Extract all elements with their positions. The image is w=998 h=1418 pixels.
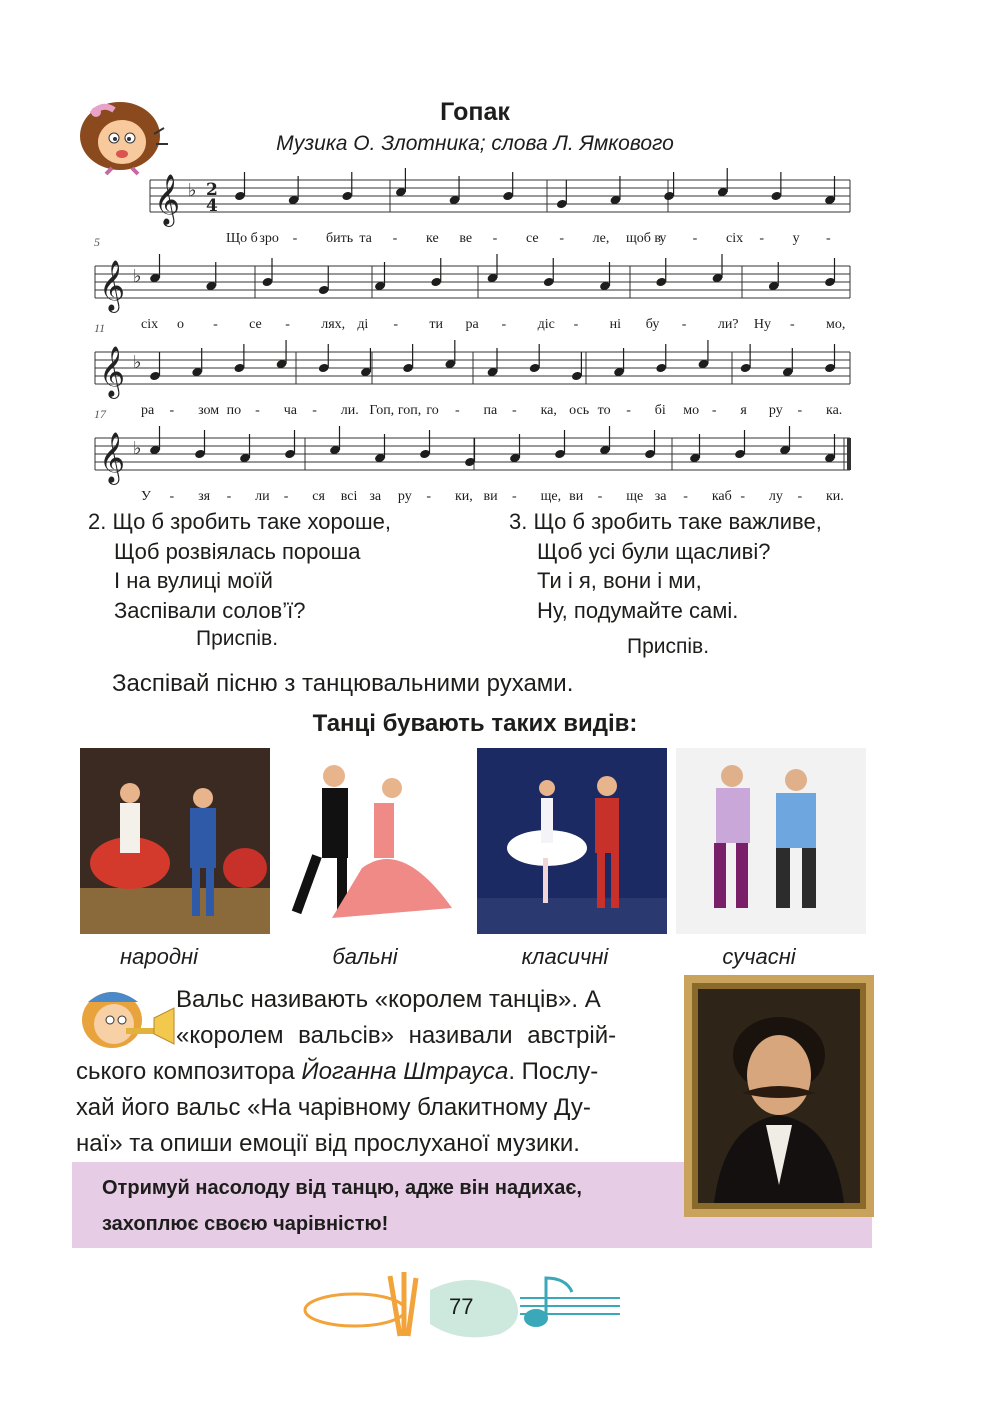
lyric-syllable: ли? — [717, 317, 739, 332]
lyric-syllable: то — [597, 403, 611, 418]
lyric-syllable: ле, — [592, 231, 610, 246]
lyric-syllable: лу — [768, 489, 783, 504]
lyric-syllable: ось — [569, 403, 590, 418]
time-signature-bottom: 4 — [206, 196, 218, 216]
refrain-label: Приспів. — [627, 635, 710, 658]
lyric-syllable: ся — [312, 489, 325, 504]
page-number: 77 — [449, 1294, 474, 1319]
verse-3 — [509, 507, 822, 625]
highlight-line: Отримуй насолоду від танцю, адже він надихає, — [102, 1177, 582, 1199]
lyric-syllable: зя — [198, 489, 211, 504]
lyric-syllable: за — [369, 489, 382, 504]
instruction: Заспівай пісню з танцювальними рухами. — [112, 670, 574, 697]
paragraph-line: «королем вальсів» називали австрій- — [176, 1022, 617, 1049]
treble-clef: 𝄞 — [99, 346, 126, 397]
lyric-syllable: у — [659, 231, 667, 246]
lyric-syllable: - — [512, 403, 517, 418]
music-score — [0, 160, 998, 505]
final-barline — [847, 438, 851, 470]
lyric-syllable: - — [492, 231, 498, 246]
lyric-syllable: ді — [357, 317, 369, 332]
lyric-syllable: - — [626, 403, 631, 418]
lyric-syllable: бу — [645, 317, 660, 332]
lyric-syllable: я — [740, 403, 747, 418]
song-title: Гопак — [440, 98, 510, 126]
lyric-syllable: ка, — [540, 403, 557, 418]
lyric-syllable: за — [654, 489, 667, 504]
lyric-syllable: мо — [683, 403, 700, 418]
time-signature-top: 2 — [206, 180, 218, 200]
paragraph-line — [76, 1054, 672, 1090]
paragraph-line: хай його вальс «На чарівному блакитному Ду- — [76, 1094, 591, 1121]
lyric-syllable: у — [792, 231, 800, 246]
lyric-syllable: Гоп, — [369, 403, 395, 418]
lyric-syllable: - — [292, 231, 298, 246]
lyric-syllable: сіх — [141, 317, 159, 332]
verse-line: Щоб усі були щасливі? — [537, 538, 771, 564]
dance-type-label: класичні — [521, 944, 609, 969]
verse-line: Ну, подумайте самі. — [537, 597, 739, 623]
lyric-syllable: ча — [283, 403, 297, 418]
lyric-syllable: се — [526, 231, 539, 246]
lyric-syllable: - — [740, 489, 746, 504]
lyric-syllable: ка. — [826, 403, 843, 418]
key-signature-flat: ♭ — [133, 266, 142, 287]
lyric-syllable: - — [169, 489, 175, 504]
lyric-syllable: сіх — [726, 231, 744, 246]
lyric-syllable: ще, — [540, 489, 562, 504]
measure-number: 17 — [94, 407, 106, 421]
lyric-syllable: - — [255, 403, 260, 418]
lyric-syllable: ра — [465, 317, 479, 332]
lyric-syllable: лях, — [321, 317, 346, 332]
treble-clef: 𝄞 — [99, 260, 126, 311]
lyric-syllable: - — [826, 231, 831, 246]
lyric-syllable: - — [392, 231, 398, 246]
lyric-syllable: па — [483, 403, 498, 418]
lyric-syllable: - — [559, 231, 565, 246]
lyric-syllable: гоп, — [397, 403, 422, 418]
lyric-syllable: - — [226, 489, 232, 504]
verse-line: Заспівали солов’ї? — [114, 597, 306, 623]
lyric-syllable: о — [177, 317, 185, 332]
lyric-syllable: ра — [141, 403, 155, 418]
classical-ballet-photo — [477, 748, 667, 934]
verse-line: Ти і я, вони і ми, — [537, 568, 702, 593]
lyric-syllable: ки. — [826, 489, 844, 504]
lyric-syllable: ки, — [454, 489, 473, 504]
lyric-syllable: ти — [429, 317, 444, 332]
key-signature-flat: ♭ — [133, 352, 142, 373]
lyric-syllable: - — [454, 403, 460, 418]
lyric-syllable: ще — [626, 489, 644, 504]
lyric-syllable: - — [797, 489, 803, 504]
lyric-syllable: - — [512, 489, 517, 504]
verse-line: 2. Що б зробить таке хороше, — [88, 509, 391, 534]
treble-clef: 𝄞 — [99, 432, 126, 483]
lyric-syllable: Що б — [226, 231, 258, 246]
lyric-syllable: У — [141, 489, 151, 504]
lyric-syllable: - — [573, 317, 579, 332]
lyric-syllable: - — [169, 403, 175, 418]
lyric-syllable: всі — [340, 489, 358, 504]
lyric-syllable: се — [249, 317, 262, 332]
lyric-syllable: ви — [569, 489, 584, 504]
composer-name: Йоганна Штрауса — [301, 1058, 509, 1085]
lyric-syllable: та — [359, 231, 372, 246]
paragraph-line: наї» та опиши емоції від прослуханої музики. — [76, 1130, 580, 1157]
lyric-syllable: - — [501, 317, 507, 332]
paragraph-line: Вальс називають «королем танців». А — [176, 986, 601, 1013]
lyric-syllable: зом — [198, 403, 220, 418]
lyric-syllable: - — [213, 317, 218, 332]
text-run: . Послу- — [508, 1058, 599, 1085]
dance-type-label: бальні — [332, 944, 398, 969]
lyric-syllable: ви — [483, 489, 498, 504]
verse-2 — [88, 507, 391, 625]
text-run: ського композитора — [76, 1058, 302, 1085]
key-signature-flat: ♭ — [133, 438, 142, 459]
lyric-syllable: каб — [711, 489, 732, 504]
verse-line: Щоб розвіялась пороша — [114, 538, 361, 564]
lyric-syllable: ли — [255, 489, 270, 504]
lyric-syllable: щоб в — [626, 231, 662, 246]
lyric-syllable: бі — [654, 403, 666, 418]
lyric-syllable: - — [683, 489, 688, 504]
measure-number: 11 — [94, 321, 106, 335]
lyric-syllable: Ну — [753, 317, 772, 332]
lyric-syllable: ру — [397, 489, 412, 504]
song-credits: Музика О. Злотника; слова Л. Ямкового — [276, 132, 674, 155]
verse-line: 3. Що б зробить таке важливе, — [509, 509, 822, 534]
lyric-syllable: - — [692, 231, 698, 246]
lyric-syllable: зро — [259, 231, 279, 246]
waltz-paragraph — [76, 982, 672, 1162]
lyric-syllable: - — [597, 489, 603, 504]
lyric-syllable: - — [681, 317, 687, 332]
lyric-syllable: по — [226, 403, 242, 418]
lyric-syllable: мо, — [826, 317, 846, 332]
measure-number: 5 — [94, 235, 100, 249]
lyric-syllable: діс — [537, 317, 555, 332]
dance-type-label: народні — [120, 944, 198, 969]
lyric-syllable: го — [426, 403, 439, 418]
lyric-syllable: - — [312, 403, 317, 418]
lyric-syllable: ве — [459, 231, 473, 246]
lyric-syllable: - — [283, 489, 289, 504]
strauss-portrait — [684, 975, 874, 1217]
verse-line: І на вулиці моїй — [114, 568, 273, 593]
lyric-syllable: ні — [609, 317, 622, 332]
highlight-line: захоплює своєю чарівністю! — [102, 1213, 389, 1235]
dance-type-label: сучасні — [722, 944, 796, 969]
treble-clef: 𝄞 — [154, 174, 181, 225]
lyric-syllable: бить — [326, 231, 354, 246]
highlight-text — [102, 1170, 682, 1242]
lyric-syllable: ли. — [340, 403, 359, 418]
key-signature-flat: ♭ — [188, 180, 197, 201]
modern-dance-photo — [676, 748, 866, 934]
lyric-syllable: - — [426, 489, 432, 504]
lyric-syllable: - — [797, 403, 803, 418]
lyric-syllable: ру — [768, 403, 783, 418]
folk-dance-photo — [80, 748, 270, 934]
refrain-label: Приспів. — [196, 627, 279, 650]
lyric-syllable: - — [285, 317, 290, 332]
ballroom-dance-photo — [282, 748, 472, 934]
lyric-syllable: ке — [426, 231, 439, 246]
lyric-syllable: - — [711, 403, 717, 418]
lyric-syllable: - — [759, 231, 765, 246]
lyric-syllable: - — [393, 317, 399, 332]
lyric-syllable: - — [789, 317, 795, 332]
dance-types-heading: Танці бувають таких видів: — [312, 710, 638, 737]
